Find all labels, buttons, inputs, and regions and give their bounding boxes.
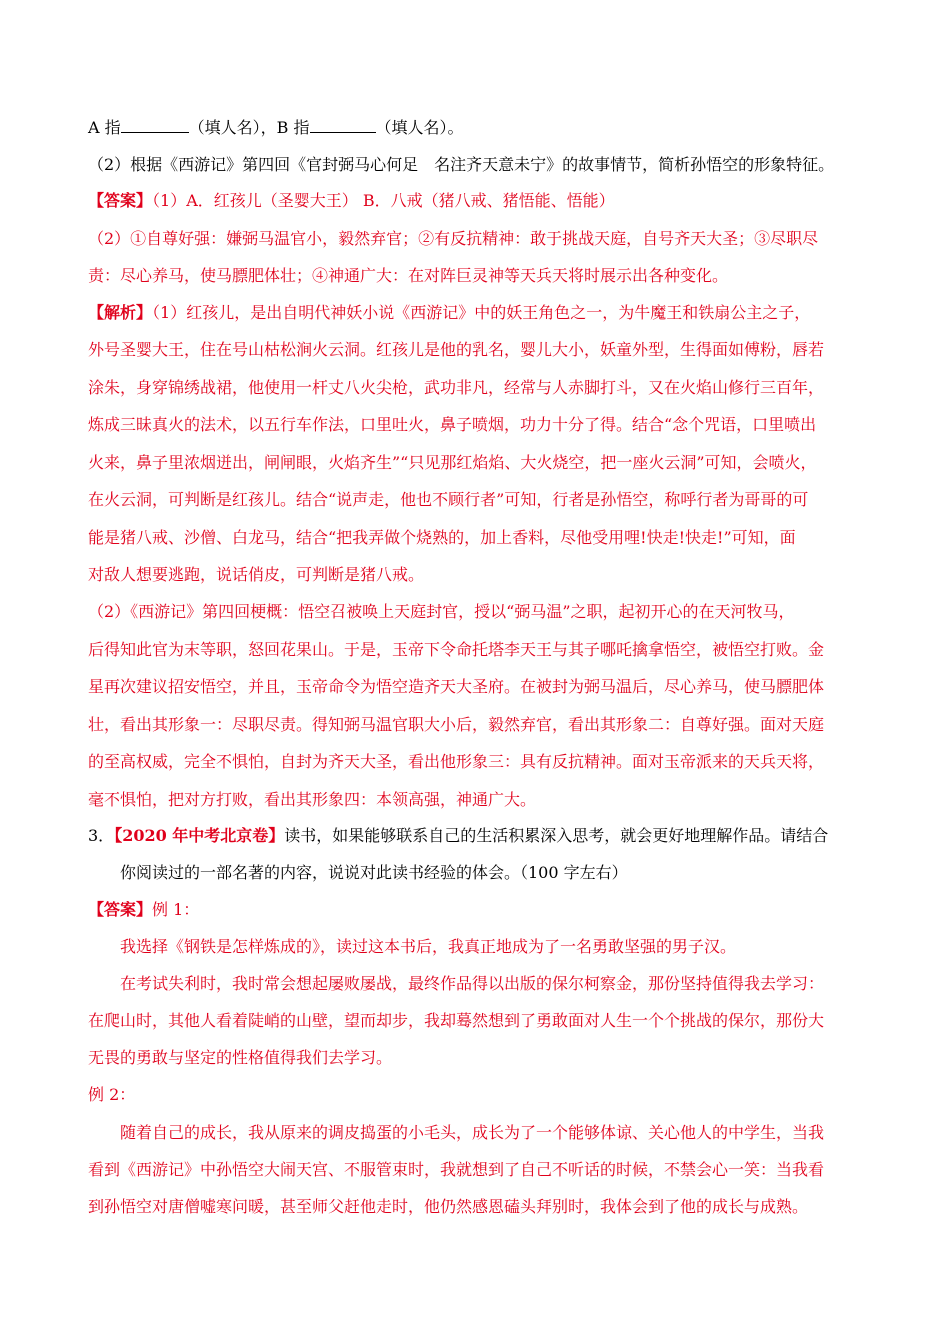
blank-a-label: A 指 [88,118,121,137]
blank-a[interactable] [121,118,189,133]
source-tag: 【2020 年中考北京卷】 [114,826,285,845]
q3-answer-header [88,899,199,921]
analysis-line: 的至高权威，完全不惧怕，自封为齐天大圣，看出他形象三：具有反抗精神。面对玉帝派来的天兵天将， [88,752,825,771]
example-1-line: 无畏的勇敢与坚定的性格值得我们去学习。 [88,1048,393,1067]
example-1-label: 例 1： [152,900,200,919]
analysis-line: 能是猪八戒、沙僧、白龙马，结合“把我弄做个烧熟的，加上香料，尽他受用哩!快走!快走!”可知，面 [88,528,796,547]
example-2-line: 看到《西游记》中孙悟空大闹天宫、不服管束时，我就想到了自己不听话的时候，不禁会心一笑：当我看 [88,1160,825,1179]
analysis-line: 在火云洞，可判断是红孩儿。结合“说声走，他也不顾行者”可知，行者是孙悟空，称呼行者为哥哥的可 [88,490,809,509]
analysis-line: 星再次建议招安悟空，并且，玉帝命令为悟空造齐天大圣府。在被封为弼马温后，尽心养马，使马膘肥体 [88,677,825,696]
example-1-line: 我选择《钢铁是怎样炼成的》，读过这本书后，我真正地成为了一名勇敢坚强的男子汉。 [120,937,737,956]
answer-line-1 [88,190,615,212]
analysis-text: （1）红孩儿，是出自明代神妖小说《西游记》中的妖王角色之一，为牛魔王和铁扇公主之子， [152,303,811,322]
example-2-label: 例 2： [88,1085,136,1104]
example-2-line: 随着自己的成长，我从原来的调皮捣蛋的小毛头，成长为了一个能够体谅、关心他人的中学生，当我 [120,1123,825,1142]
answer-tag: 【答案】 [88,900,153,919]
question-text: 读书，如果能够联系自己的生活积累深入思考，就会更好地理解作品。请结合 [284,826,829,845]
question-3-line-2: 你阅读过的一部名著的内容，说说对此读书经验的体会。（100 字左右） [120,863,628,882]
analysis-line: 对敌人想要逃跑，说话俏皮，可判断是猪八戒。 [88,565,425,584]
analysis-line: 后得知此官为末等职，怒回花果山。于是，玉帝下令命托塔李天王与其子哪吒擒拿悟空，被悟空打败。金 [88,640,825,659]
blank-b[interactable] [310,118,376,133]
answer-tag: 【答案】 [88,191,153,210]
blank-b-label: （填人名），B 指 [188,118,310,137]
analysis-line: 壮，看出其形象一：尽职尽责。得知弼马温官职大小后，毅然弃官，看出其形象二：自尊好强。面对天庭 [88,715,825,734]
question-3 [88,825,828,847]
question-2-part-2: （2）根据《西游记》第四回《官封弼马心何足 名注齐天意未宁》的故事情节，简析孙悟空的形象特征。 [88,155,835,174]
example-1-line: 在爬山时，其他人看着陡峭的山壁，望而却步，我却蓦然想到了勇敢面对人生一个个挑战的保尔，那份大 [88,1011,825,1030]
blank-end-label: （填人名）。 [375,118,464,137]
analysis-line-1 [88,302,810,324]
answer-line-3: 责：尽心养马，使马膘肥体壮；④神通广大：在对阵巨灵神等天兵天将时展示出各种变化。 [88,266,729,285]
analysis-line: 涂朱，身穿锦绣战裙，他使用一杆丈八火尖枪，武功非凡，经常与人赤脚打斗，又在火焰山修行三百年， [88,378,825,397]
analysis-line: 炼成三昧真火的法术，以五行车作法，口里吐火，鼻子喷烟，功力十分了得。结合“念个咒语，口里喷出 [88,415,817,434]
example-2-line: 到孙悟空对唐僧嘘寒问暖，甚至师父赶他走时，他仍然感恩磕头拜别时，我体会到了他的成长与成熟。 [88,1197,809,1216]
analysis-tag: 【解析】 [88,303,153,322]
example-1-line: 在考试失利时，我时常会想起屡败屡战，最终作品得以出版的保尔柯察金，那份坚持值得我去学习： [120,974,825,993]
analysis-line: 火来，鼻子里浓烟迸出，闸闸眼，火焰齐生”“只见那红焰焰、大火烧空，把一座火云洞”可知，会喷火， [88,453,817,472]
answer-text: （1）A．红孩儿（圣婴大王） B．八戒（猪八戒、猪悟能、悟能） [152,191,615,210]
question-number: 3． [88,826,115,845]
analysis-line: 毫不惧怕，把对方打败，看出其形象四：本领高强，神通广大。 [88,790,537,809]
analysis-line: 外号圣婴大王，住在号山枯松涧火云洞。红孩儿是他的乳名，婴儿大小，妖童外型，生得面如傅粉，唇若 [88,340,825,359]
analysis-line: （2）《西游记》第四回梗概：悟空召被唤上天庭封官，授以“弼马温”之职，起初开心的在天河牧马， [88,602,795,621]
fill-blank-line [88,117,464,139]
answer-line-2: （2）①自尊好强：嫌弼马温官小，毅然弃官；②有反抗精神：敢于挑战天庭，自号齐天大圣；③尽职尽 [88,229,819,248]
